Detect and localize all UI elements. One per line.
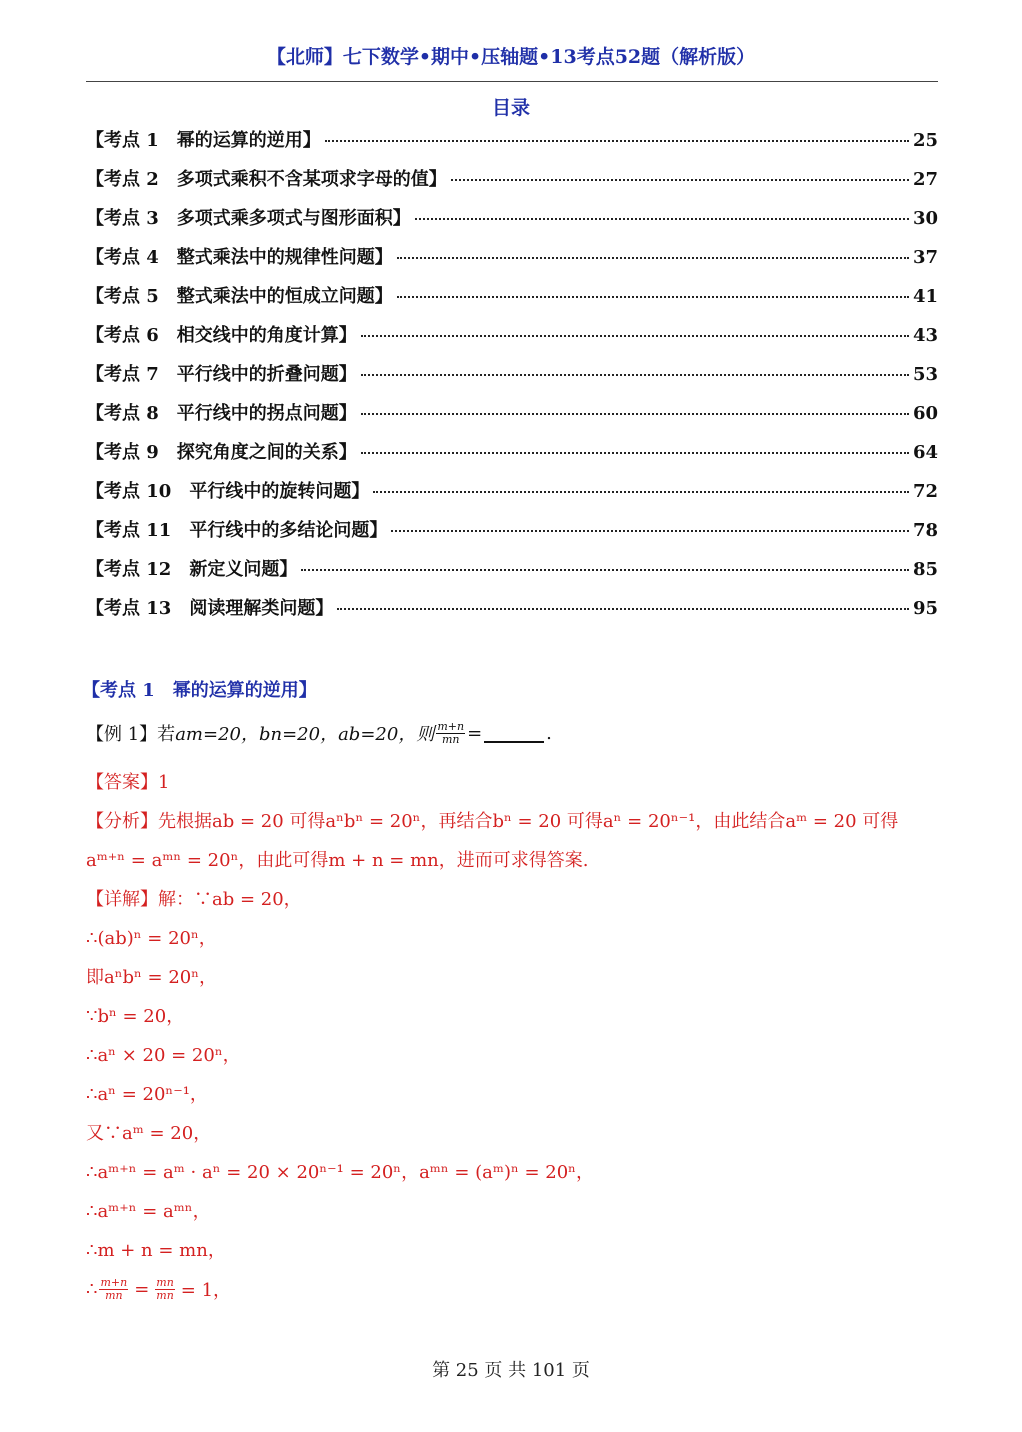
toc-item-label: 【考点 2 多项式乘积不含某项求字母的值】 bbox=[86, 169, 447, 190]
fraction-numerator: m+n bbox=[100, 1275, 128, 1289]
final-therefore: ∴ bbox=[86, 1278, 98, 1300]
toc-leader-dots bbox=[373, 491, 909, 493]
toc-leader-dots bbox=[361, 374, 909, 376]
toc-item-page: 30 bbox=[912, 208, 938, 229]
toc-leader-dots bbox=[361, 413, 909, 415]
toc-item-page: 60 bbox=[912, 403, 938, 424]
analysis-label: 【分析】 bbox=[86, 811, 158, 832]
toc-item-page: 85 bbox=[912, 559, 938, 580]
fraction-numerator: mn bbox=[156, 1275, 174, 1289]
toc-item-label: 【考点 6 相交线中的角度计算】 bbox=[86, 325, 357, 346]
toc-item-label: 【考点 11 平行线中的多结论问题】 bbox=[86, 520, 388, 541]
document-header-title: 【北师】七下数学•期中•压轴题•13考点52题（解析版） bbox=[266, 46, 756, 68]
toc-leader-dots bbox=[451, 179, 909, 181]
answer-line bbox=[86, 768, 169, 794]
final-equals: = bbox=[134, 1278, 150, 1300]
analysis-line-1 bbox=[86, 807, 898, 833]
toc-item-page: 43 bbox=[912, 325, 938, 346]
detail-step: 即aⁿbⁿ = 20ⁿ， bbox=[86, 967, 218, 988]
toc-item-label: 【考点 3 多项式乘多项式与图形面积】 bbox=[86, 208, 411, 229]
toc-item-label: 【考点 4 整式乘法中的规律性问题】 bbox=[86, 247, 393, 268]
toc-leader-dots bbox=[415, 218, 909, 220]
toc-item-page: 37 bbox=[912, 247, 938, 268]
detail-final-step bbox=[86, 1276, 231, 1302]
example-equals: = bbox=[467, 722, 483, 744]
toc-item[interactable] bbox=[86, 555, 938, 594]
example-end: . bbox=[546, 722, 552, 744]
toc-item-label: 【考点 5 整式乘法中的恒成立问题】 bbox=[86, 286, 393, 307]
toc-item-label: 【考点 1 幂的运算的逆用】 bbox=[86, 130, 321, 151]
toc-item-page: 95 bbox=[912, 598, 938, 619]
toc-item-label: 【考点 12 新定义问题】 bbox=[86, 559, 298, 580]
table-of-contents bbox=[86, 126, 938, 633]
detail-step: ∴(ab)ⁿ = 20ⁿ， bbox=[86, 928, 217, 949]
toc-leader-dots bbox=[301, 569, 909, 571]
detail-first-step: 解：∵ab = 20， bbox=[158, 889, 302, 910]
final-fraction-1 bbox=[99, 1277, 128, 1302]
example-prefix: 【例 1】若 bbox=[86, 724, 176, 745]
detail-step: 又∵aᵐ = 20， bbox=[86, 1123, 212, 1144]
toc-item-label: 【考点 8 平行线中的拐点问题】 bbox=[86, 403, 357, 424]
toc-item[interactable] bbox=[86, 165, 938, 204]
fraction-denominator: mn bbox=[156, 1288, 174, 1302]
toc-heading: 目录 bbox=[491, 97, 530, 119]
detail-step: ∴aᵐ⁺ⁿ = aᵐⁿ， bbox=[86, 1201, 211, 1222]
toc-leader-dots bbox=[337, 608, 909, 610]
toc-item[interactable] bbox=[86, 594, 938, 633]
header-divider bbox=[86, 81, 938, 82]
detail-first-line bbox=[86, 885, 302, 911]
toc-item[interactable] bbox=[86, 243, 938, 282]
toc-leader-dots bbox=[397, 296, 909, 298]
toc-item-label: 【考点 10 平行线中的旋转问题】 bbox=[86, 481, 370, 502]
detail-step: ∴aⁿ × 20 = 20ⁿ， bbox=[86, 1045, 241, 1066]
toc-item[interactable] bbox=[86, 438, 938, 477]
toc-item-page: 78 bbox=[912, 520, 938, 541]
toc-item[interactable] bbox=[86, 204, 938, 243]
example-fraction bbox=[436, 721, 465, 746]
toc-leader-dots bbox=[361, 335, 909, 337]
fraction-numerator: m+n bbox=[437, 719, 465, 733]
toc-item-label: 【考点 9 探究角度之间的关系】 bbox=[86, 442, 357, 463]
toc-item-page: 25 bbox=[912, 130, 938, 151]
toc-item-page: 53 bbox=[912, 364, 938, 385]
example-question bbox=[86, 720, 552, 746]
answer-label: 【答案】 bbox=[86, 772, 158, 793]
toc-item-page: 27 bbox=[912, 169, 938, 190]
detail-step: ∵bⁿ = 20， bbox=[86, 1006, 185, 1027]
answer-blank bbox=[484, 723, 544, 743]
section-heading: 【考点 1 幂的运算的逆用】 bbox=[82, 680, 317, 701]
analysis-text-1: 先根据ab = 20 可得aⁿbⁿ = 20ⁿ，再结合bⁿ = 20 可得aⁿ = 20ⁿ⁻¹，由此结合aᵐ = 20 可得 bbox=[158, 811, 899, 832]
detail-step: ∴aᵐ⁺ⁿ = aᵐ · aⁿ = 20 × 20ⁿ⁻¹ = 20ⁿ，aᵐⁿ = (aᵐ)ⁿ = 20ⁿ， bbox=[86, 1162, 594, 1183]
toc-item-label: 【考点 7 平行线中的折叠问题】 bbox=[86, 364, 357, 385]
toc-item-page: 72 bbox=[912, 481, 938, 502]
toc-leader-dots bbox=[397, 257, 909, 259]
toc-item-page: 64 bbox=[912, 442, 938, 463]
analysis-line-2: aᵐ⁺ⁿ = aᵐⁿ = 20ⁿ，由此可得m + n = mn，进而可求得答案. bbox=[86, 850, 589, 871]
toc-item-label: 【考点 13 阅读理解类问题】 bbox=[86, 598, 334, 619]
page-footer: 第 25 页 共 101 页 bbox=[432, 1360, 590, 1381]
toc-item[interactable] bbox=[86, 321, 938, 360]
toc-leader-dots bbox=[325, 140, 909, 142]
toc-leader-dots bbox=[391, 530, 909, 532]
answer-value: 1 bbox=[158, 772, 170, 793]
detail-label: 【详解】 bbox=[86, 889, 158, 910]
detail-step: ∴m + n = mn， bbox=[86, 1240, 226, 1261]
detail-step: ∴aⁿ = 20ⁿ⁻¹， bbox=[86, 1084, 208, 1105]
example-conditions: am=20，bn=20，ab=20，则 bbox=[175, 724, 435, 745]
toc-item[interactable] bbox=[86, 126, 938, 165]
toc-item[interactable] bbox=[86, 360, 938, 399]
fraction-denominator: mn bbox=[105, 1288, 123, 1302]
final-fraction-2 bbox=[155, 1277, 175, 1302]
toc-item[interactable] bbox=[86, 477, 938, 516]
toc-leader-dots bbox=[361, 452, 909, 454]
toc-item[interactable] bbox=[86, 516, 938, 555]
toc-item-page: 41 bbox=[912, 286, 938, 307]
fraction-denominator: mn bbox=[441, 732, 460, 746]
toc-item[interactable] bbox=[86, 282, 938, 321]
final-result: = 1， bbox=[180, 1280, 232, 1301]
toc-item[interactable] bbox=[86, 399, 938, 438]
